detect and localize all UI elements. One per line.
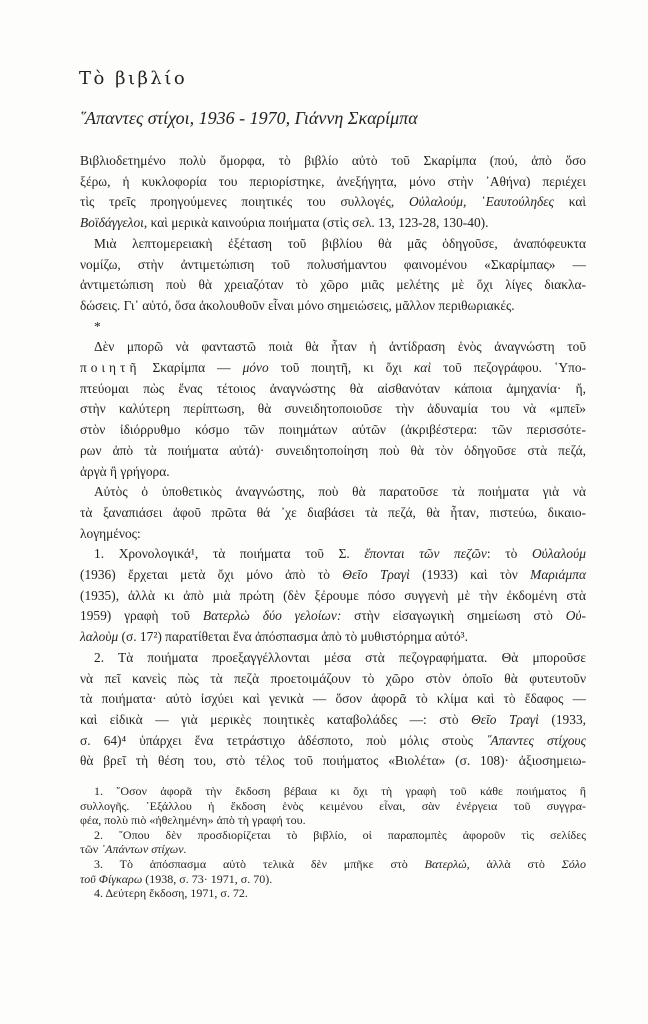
italic-text: ῞Απαντες στίχους [486,732,587,748]
text-run: * [94,318,101,334]
italic-text: Οὐλαλούμ [531,546,586,562]
text-line [80,317,586,338]
text-run: νὰ πεῖ κανεὶς πὼς τὰ πεζὰ προετοιμάζουν τὸ χῶρο στὸν ὁποῖο θὰ φυτευτοῦν [80,670,586,686]
text-run: καὶ μερικὰ καινούρια ποιήματα (στὶς σελ. 13, 123-28, 130-40). [147,215,489,231]
text-run: 1959) γραφὴ τοῦ [80,608,203,624]
text-line [80,151,586,172]
text-run: (1938, σ. 73· 1971, σ. 70). [142,871,273,886]
italic-text: Οὐλαλούμ, ῾Εαυτούληδες [408,194,554,210]
footnote-line [80,842,586,857]
text-run: λογημένος: [80,525,141,541]
text-run: 2. ῞Οπου δὲν προσδιορίζεται τὸ βιβλίο, οἱ παραπομπὲς ἀφοροῦν τὶς σελίδες [94,827,586,842]
text-run: καὶ εἰδικὰ — γιὰ μερικὲς ποιητικὲς καταβολάδες —: στὸ [80,711,472,727]
footnote-line [80,872,586,887]
text-run: καὶ [553,194,586,210]
text-run: ποιητῆ [80,360,141,376]
text-line [80,710,586,731]
text-run: συλλογῆς. ᾿Εξάλλου ἡ ἔκδοση ἑνὸς κειμένου εἶναι, σὰν ἐνέργεια τοῦ συγγρα- [80,798,586,813]
italic-text: ἕπονται τῶν πεζῶν [364,546,487,562]
text-line [80,524,586,545]
section-heading: Τὸ βιβλίο [79,68,188,89]
text-line [80,192,586,213]
italic-text: ᾿Απάντων στίχων. [101,842,187,857]
main-text [80,151,586,772]
text-run: τοῦ ποιητῆ, κι ὄχι [268,360,414,376]
text-run: Αὐτὸς ὁ ὑποθετικὸς ἀναγνώστης, ποὺ θὰ παρατοῦσε τὰ ποιήματα γιὰ νὰ [94,484,586,500]
italic-text: καὶ [413,360,432,376]
text-line [80,462,586,483]
text-line [80,482,586,503]
italic-text: μόνο [242,360,269,376]
text-line [80,606,586,627]
italic-text: λαλοὺμ [80,629,119,645]
italic-text: Βατερλώ, [424,856,470,871]
text-run: ξέρω, ἡ κυκλοφορία του περιορίστηκε, ἀνεξήγητα, μόνο στὴν ᾿Αθήνα) περιέχει [80,173,586,189]
text-line [80,255,586,276]
text-line [80,420,586,441]
text-run: (1935), ἀλλὰ κι ἀπὸ μιὰ πρώτη (δὲν ξέρουμε πόσο συγγενὴ μὲ τὴν ἐκδομένη στὰ [80,587,586,603]
italic-text: Θεῖο Τραγὶ [342,567,410,583]
text-run: (1936) ἔρχεται μετὰ ὄχι μόνο ἀπὸ τὸ [80,567,343,583]
italic-text: Βατερλὼ δύο γελοίων: [202,608,342,624]
footnotes [80,784,586,901]
text-run: ἀλλὰ στὸ [469,856,562,871]
text-run: 3. Τὸ ἀπόσπασμα αὐτὸ τελικὰ δὲν μπῆκε στὸ [94,856,425,871]
text-line [80,565,586,586]
text-run: στὴν εἰσαγωγικὴ σημείωση στὸ [341,608,566,624]
text-run: : τὸ [486,546,532,562]
text-line [80,441,586,462]
italic-text: τοῦ Φίγκαρω [80,871,143,886]
italic-text: Βοϊδάγγελοι, [80,215,148,231]
footnote-line [80,886,586,901]
italic-text: Μαριάμπα [530,567,586,583]
text-line [80,234,586,255]
text-run: 1. Χρονολογικά¹, τὰ ποιήματα τοῦ Σ. [94,546,365,562]
text-run: Βιβλιοδετημένο πολὺ ὄμορφα, τὸ βιβλίο αὐτὸ τοῦ Σκαρίμπα (πού, ἀπὸ ὅσο [80,153,586,168]
text-run: (1933, [538,711,586,727]
text-run: θὰ βρεῖ τὴ θέση του, στὸ τέλος τοῦ ποιήματος «Βιολέτα» (σ. 108)· ἀξιοσημειω- [80,753,586,769]
text-run: ρων ἀπὸ τὰ ποιήματα αὐτά)· συνειδητοποίηση ποὺ θὰ τὸν ὁδηγοῦσε στὰ πεζά, [80,442,586,458]
text-line [80,669,586,690]
text-line [80,399,586,420]
text-run: Μιὰ λεπτομερειακὴ ἐξέταση τοῦ βιβλίου θὰ μᾶς ὁδηγοῦσε, ἀναπόφευκτα [94,235,586,251]
text-line [80,358,586,379]
text-run: ἀργὰ ἢ γρήγορα. [80,463,170,479]
italic-text: Θεῖο Τραγὶ [471,711,539,727]
footnote-line [80,813,586,828]
text-line [80,379,586,400]
text-run: τοῦ πεζογράφου. ῾Υπο- [431,360,586,376]
footnote-line [80,799,586,814]
text-line [80,586,586,607]
text-line [80,648,586,669]
text-run: στὴν καλύτερη περίπτωση, θὰ συνειδητοποιοῦσε τὴν ἀδυναμία του νὰ «μπεῖ» [80,401,586,417]
text-run: Σκαρίμπα — [140,360,243,376]
footnote-line [80,857,586,872]
text-line [80,731,586,752]
text-run: νομίζω, στὴν ἀντιμετώπιση τοῦ πολυσήμαντου φαινομένου «Σκαρίμπας» — [80,256,586,272]
italic-text: Οὐ- [565,608,586,624]
text-line [80,503,586,524]
italic-text: Σόλο [561,856,586,871]
text-run: πτεύομαι πὼς ἕνας τέτοιος ἀναγνώστης θὰ αἰσθανόταν κάποια ἀμηχανία· ἤ, [80,380,586,396]
text-line [80,544,586,565]
text-run: σ. 64)⁴ ὑπάρχει ἕνα τετράστιχο ἀδέσποτο, ποὺ μόλις στοὺς [80,732,487,748]
text-run: στὸν ἰδιόρρυθμο κόσμο τῶν ποιημάτων αὐτῶν (ἀκριβέστερα: τῶν περισσότε- [80,422,586,438]
text-run: 4. Δεύτερη ἔκδοση, 1971, σ. 72. [94,886,248,901]
text-run: (σ. 17²) παρατίθεται ἕνα ἀπόσπασμα ἀπὸ τὸ μυθιστόρημα αὐτό³. [118,629,468,645]
text-line [80,296,586,317]
text-run: 1. ῞Οσον ἀφορᾶ τὴν ἔκδοση βέβαια κι ὄχι τὴ γραφὴ τοῦ κάθε ποιήματος ἢ [94,784,586,798]
text-run: Δὲν μπορῶ νὰ φανταστῶ ποιὰ θὰ ἦταν ἡ ἀντίδραση ἑνὸς ἀναγνώστη τοῦ [94,339,586,355]
text-run: (1933) καὶ τὸν [409,567,531,583]
text-run: τῶν [80,842,102,857]
text-run: φέα, πολὺ πιὸ «ἠθελημένη» ἀπὸ τὴ γραφή του. [80,813,306,828]
text-line [80,337,586,358]
text-run: τὶς τρεῖς προηγούμενες ποιητικές του συλλογές, [80,194,409,210]
text-run: τὰ ποιήματα· αὐτὸ ἰσχύει καὶ γενικὰ — ὅσον ἀφορᾶ τὸ κλίμα καὶ τὸ ἔδαφος — [80,691,586,707]
text-line [80,751,586,772]
text-run: δώσεις. Γι᾿ αὐτό, ὅσα ἀκολουθοῦν εἶναι μόνο σημειώσεις, μᾶλλον περιθωριακές. [80,297,515,313]
text-line [80,689,586,710]
text-line [80,172,586,193]
text-line [80,213,586,234]
footnote-line [80,828,586,843]
text-line [80,627,586,648]
text-run: 2. Τὰ ποιήματα προεξαγγέλλονται μέσα στὰ πεζογραφήματα. Θὰ μποροῦσε [94,649,586,665]
text-run: τὰ ξαναπιάσει ἀφοῦ πρῶτα θά ᾿χε διαβάσει τὰ πεζά, θὰ ἦταν, πιστεύω, δικαιο- [80,504,586,520]
book-title: ῞Απαντες στίχοι, 1936 - 1970, Γιάννη Σκαρίμπα [79,108,418,128]
text-line [80,275,586,296]
text-run: ἀντιμετώπιση ποὺ θὰ χρειαζόταν τὸ χῶρο μιᾶς μελέτης μὲ ὄχι λίγες διακλα- [80,277,586,293]
footnote-line [80,784,586,799]
